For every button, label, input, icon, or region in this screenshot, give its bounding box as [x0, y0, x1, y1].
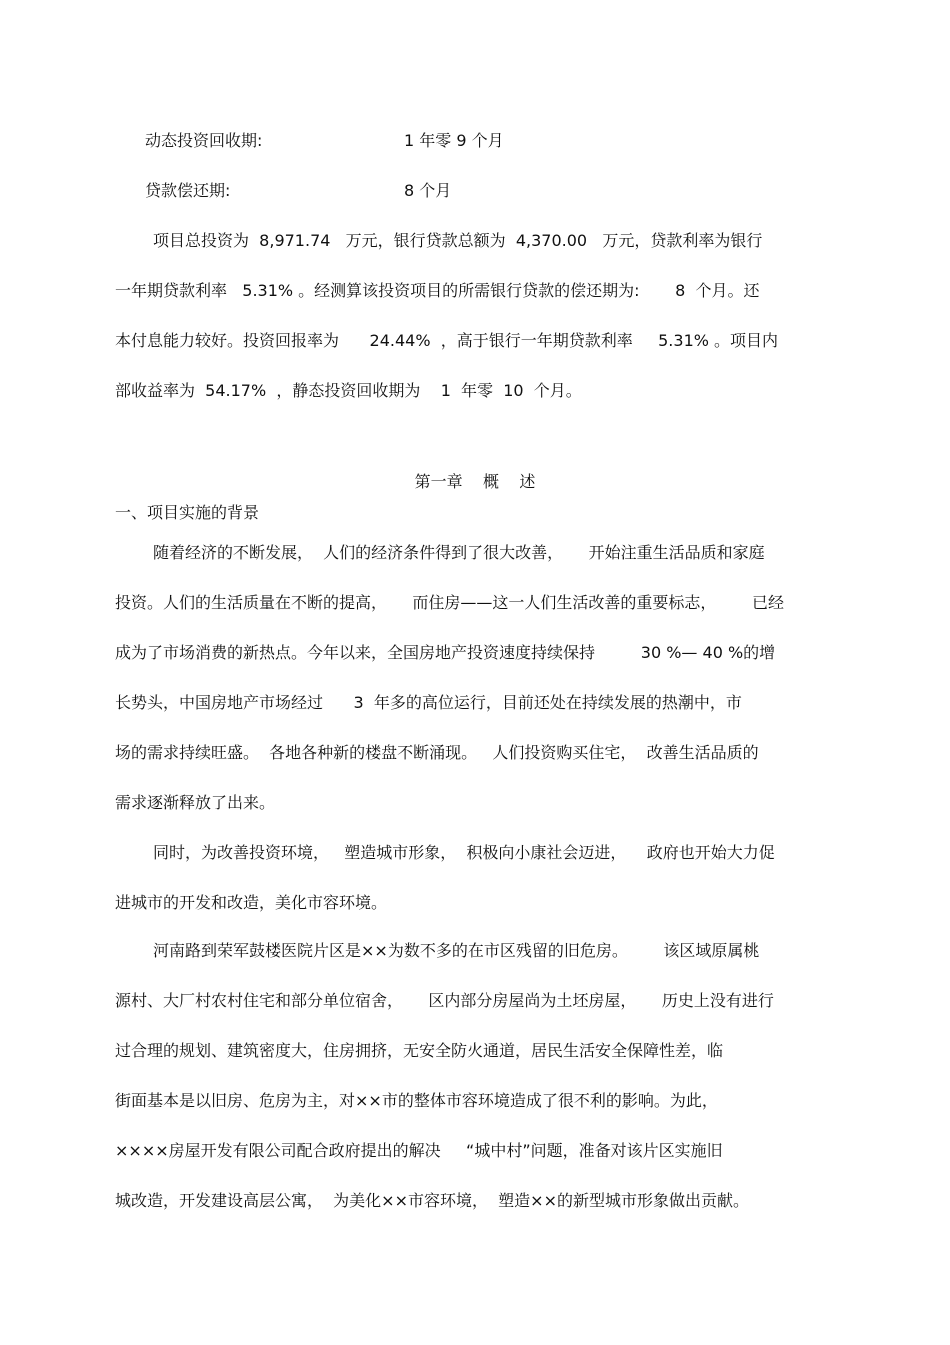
paragraph-line: 长势头，中国房地产市场经过 3 年多的高位运行，目前还处在持续发展的热潮中，市: [115, 693, 742, 712]
paragraph-line: 河南路到荣军鼓楼医院片区是××为数不多的在市区残留的旧危房。 该区域原属桃: [153, 941, 760, 960]
paragraph-line: 场的需求持续旺盛。 各地各种新的楼盘不断涌现。 人们投资购买住宅， 改善生活品质的: [115, 743, 759, 762]
section-title: 一、项目实施的背景: [115, 503, 260, 522]
loan-repay-label: 贷款偿还期:: [145, 181, 231, 200]
summary-line: 一年期贷款利率 5.31% 。经测算该投资项目的所需银行贷款的偿还期为: 8 个月。还: [115, 281, 760, 300]
dynamic-payback-label: 动态投资回收期:: [145, 131, 263, 150]
paragraph-line: 街面基本是以旧房、危房为主，对××市的整体市容环境造成了很不利的影响。为此，: [115, 1091, 718, 1110]
paragraph-line: 进城市的开发和改造，美化市容环境。: [115, 893, 388, 912]
chapter-title: 第一章 概 述: [414, 472, 536, 491]
dynamic-payback-value: 1 年零 9 个月: [404, 131, 504, 150]
paragraph-line: 城改造，开发建设高层公寓， 为美化××市容环境， 塑造××的新型城市形象做出贡献。: [115, 1191, 749, 1210]
paragraph-line: 同时，为改善投资环境， 塑造城市形象， 积极向小康社会迈进， 政府也开始大力促: [153, 843, 775, 862]
paragraph-line: 投资。人们的生活质量在不断的提高， 而住房——这一人们生活改善的重要标志， 已经: [115, 593, 785, 612]
paragraph-line: 源村、大厂村农村住宅和部分单位宿舍， 区内部分房屋尚为土坯房屋， 历史上没有进行: [115, 991, 774, 1010]
summary-line: 项目总投资为 8,971.74 万元，银行贷款总额为 4,370.00 万元，贷款利率为银行: [153, 231, 763, 250]
paragraph-line: 随着经济的不断发展， 人们的经济条件得到了很大改善， 开始注重生活品质和家庭: [153, 543, 765, 562]
loan-repay-value: 8 个月: [404, 181, 452, 200]
paragraph-line: 需求逐渐释放了出来。: [115, 793, 276, 812]
summary-line: 本付息能力较好。投资回报率为 24.44% ，高于银行一年期贷款利率 5.31% 。项目内: [115, 331, 779, 350]
paragraph-line: 过合理的规划、建筑密度大，住房拥挤，无安全防火通道，居民生活安全保障性差，临: [115, 1041, 724, 1060]
paragraph-line: 成为了市场消费的新热点。今年以来，全国房地产投资速度持续保持 30 %— 40 %的增: [115, 643, 776, 662]
paragraph-line: ××××房屋开发有限公司配合政府提出的解决 “城中村”问题，准备对该片区实施旧: [115, 1141, 723, 1160]
summary-line: 部收益率为 54.17% ，静态投资回收期为 1 年零 10 个月。: [115, 381, 582, 400]
